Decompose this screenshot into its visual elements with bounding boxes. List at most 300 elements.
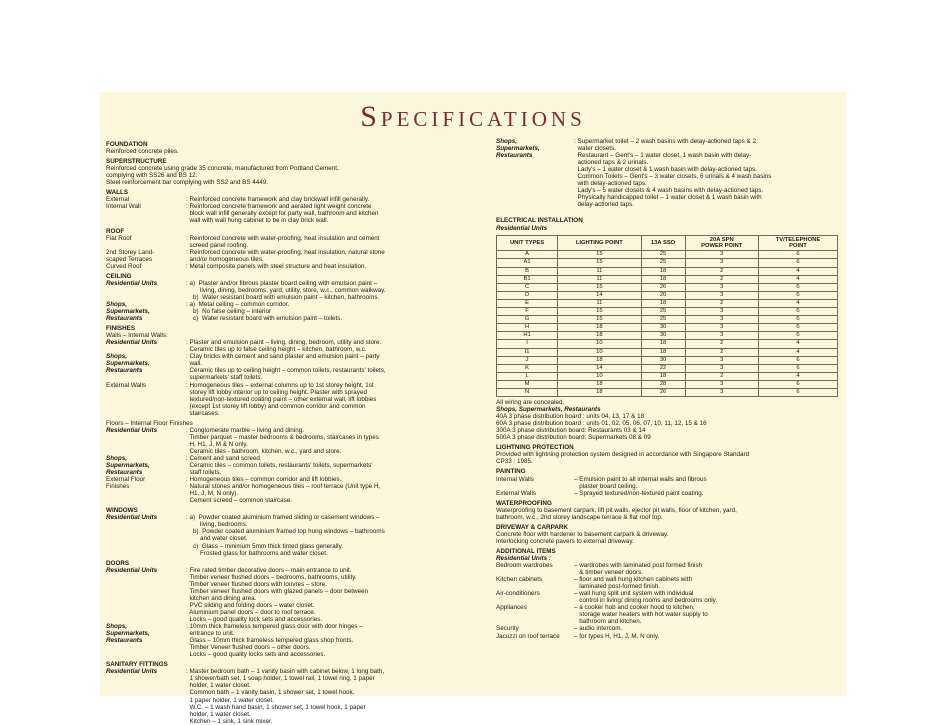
spec-label: Air-conditioners [496, 590, 540, 598]
spec-value: water closets. [574, 145, 616, 153]
spec-row [106, 382, 490, 389]
table-cell: 18 [641, 340, 685, 348]
table-cell: 2 [685, 275, 758, 283]
spec-label [106, 434, 186, 441]
table-cell: 3 [685, 324, 758, 332]
table-cell: 2 [685, 340, 758, 348]
spec-value: – wall hung split unit system with individual [574, 590, 694, 598]
spec-value: Ceramic tiles - bathroom, kitchen, w.c., yard and store. [186, 447, 342, 455]
spec-value: delay-actioned taps. [574, 201, 634, 209]
spec-value: : Conglomerate marble – living and dining. [186, 426, 304, 434]
spec-value: b) Powder coated aluminium framed top hung windows – bathrooms [186, 528, 385, 536]
spec-value: wall with wall hung cabinet to be in clay brick wall. [186, 217, 329, 225]
table-row [497, 356, 838, 364]
spec-label [106, 588, 186, 595]
table-cell: 3 [685, 356, 758, 364]
spec-row [106, 196, 490, 203]
table-cell: L [497, 372, 558, 380]
table-cell: 26 [641, 283, 685, 291]
section-heading: PAINTING [496, 468, 526, 476]
spec-label [496, 159, 574, 166]
spec-row [106, 514, 490, 521]
spec-label: Residential Units [106, 514, 158, 522]
spec-value: Locks – good quality lock sets and accessories. [186, 616, 323, 623]
spec-row [106, 644, 490, 651]
table-cell: 6 [758, 283, 837, 291]
table-cell: 4 [758, 340, 837, 348]
spec-label [496, 173, 574, 180]
spec-row [106, 410, 490, 417]
spec-value: : Master bedroom bath – 1 vanity basin with cabinet below, 1 long bath, [186, 668, 385, 676]
table-cell: 18 [641, 299, 685, 307]
table-row [497, 380, 838, 388]
spec-label [496, 618, 574, 625]
spec-value: : Reinforced concrete framework and clay brickwall infill generally. [186, 196, 370, 204]
spec-line: 60A 3 phase distribution board : units 01, 02, 05, 06, 07, 10, 11, 12, 15 & 16 [496, 420, 707, 428]
spec-label [496, 597, 574, 604]
spec-row [106, 462, 490, 469]
table-cell: 18 [558, 356, 641, 364]
table-cell: 25 [641, 251, 685, 259]
table-cell: 3 [685, 332, 758, 340]
spec-value: : Clay bricks with cement and sand plaster and emulsion paint – party [186, 353, 380, 361]
spec-value: Common Toilets – Gent's – 3 water closets, 6 urinals & 4 wash basins [574, 173, 772, 181]
spec-value: textured/non-textured coating paint – other external wall, lift lobbies [186, 395, 377, 403]
spec-row [106, 346, 490, 353]
spec-line: Walls – Internal Walls: [106, 332, 168, 340]
spec-row [106, 434, 490, 441]
spec-value: Ceramic tiles up to ceiling height – common toilets, restaurants' toilets, [186, 367, 386, 375]
spec-line: Steel reinforcement bar complying with SS2 and BS 4449. [106, 179, 269, 187]
spec-label [106, 644, 186, 651]
section-heading: ELECTRICAL INSTALLATION [496, 217, 583, 225]
table-cell: 25 [641, 316, 685, 324]
spec-label [106, 602, 186, 609]
spec-label [106, 242, 186, 249]
spec-value: storey lift lobby interior up to ceiling height. Plaster with sprayed [186, 388, 367, 396]
table-cell: I1 [497, 348, 558, 356]
spec-value: Lady's – 1 water closet & 1 wash basin with delay-actioned taps. [574, 166, 757, 174]
table-cell: 30 [641, 324, 685, 332]
spec-row [106, 469, 490, 476]
table-row [497, 332, 838, 340]
table-cell: B [497, 267, 558, 275]
spec-row [106, 497, 490, 504]
spec-row [496, 569, 842, 576]
spec-row [106, 403, 490, 410]
section-heading: DRIVEWAY & CARPARK [496, 523, 568, 531]
spec-value: : Homogeneous tiles – external columns up to 1st storey height, 1st [186, 381, 374, 389]
spec-value: living, bedrooms. [186, 521, 248, 529]
spec-value: bathroom and kitchen. [574, 618, 642, 626]
table-cell: 18 [641, 372, 685, 380]
spec-label: Residential Units [106, 668, 158, 676]
spec-value: – wardrobes with laminated post formed finish [574, 562, 703, 570]
spec-value: 1 shower/bath set, 1 soap holder, 1 towel rail, 1 towel ring, 1 paper [186, 675, 375, 683]
spec-value: & timber veneer doors. [574, 569, 643, 577]
spec-label: External [106, 196, 130, 204]
spec-label [106, 490, 186, 497]
spec-label: Supermarkets, [496, 145, 540, 153]
table-cell: D [497, 291, 558, 299]
spec-label [106, 535, 186, 542]
spec-line: 300A 3 phase distribution board: Restaurants 03 & 14 [496, 427, 646, 435]
spec-value: actioned taps & 2 urinals. [574, 159, 649, 167]
table-cell: 6 [758, 259, 837, 267]
spec-label: Residential Units [106, 279, 158, 287]
table-cell: 18 [558, 380, 641, 388]
spec-label: Residential Units [106, 339, 158, 347]
spec-label: Internal Wall [106, 203, 141, 211]
table-row [497, 388, 838, 396]
spec-label: Restaurants [496, 152, 533, 160]
table-cell: F [497, 308, 558, 316]
spec-value: living, dining, bedrooms, yard, utility, store, w.c., common walkway. [186, 286, 386, 294]
spec-label [106, 287, 186, 294]
table-cell: 4 [758, 299, 837, 307]
spec-label [106, 497, 186, 504]
spec-value: : Plaster and emulsion paint – living, dining, bedroom, utility and store. [186, 339, 382, 347]
spec-line: Reinforced concrete piles. [106, 148, 179, 156]
spec-row [496, 618, 842, 625]
spec-label [106, 595, 186, 602]
table-cell: 6 [758, 316, 837, 324]
spec-value: – for types H, H1, J, M, N only. [574, 632, 660, 640]
spec-row [106, 301, 490, 308]
spec-value: supermarkets' staff toilets. [186, 374, 263, 382]
spec-value: Frosted glass for bathrooms and water closet. [186, 549, 328, 557]
spec-row [106, 651, 490, 658]
spec-label [496, 166, 574, 173]
table-cell: 25 [641, 259, 685, 267]
spec-value: b) Water resistant board with emulsion paint – kitchen, bathrooms. [186, 293, 380, 301]
table-cell: 3 [685, 291, 758, 299]
spec-label: Bedroom wardrobes [496, 562, 553, 570]
spec-value: W.C. – 1 wash hand basin, 1 shower set, 1 towel hook, 1 paper [186, 703, 366, 711]
table-cell: 3 [685, 380, 758, 388]
table-row [497, 348, 838, 356]
table-cell: 6 [758, 388, 837, 396]
spec-row [496, 611, 842, 618]
table-cell: 3 [685, 388, 758, 396]
spec-label: External Walls [496, 489, 537, 497]
spec-label [106, 217, 186, 224]
spec-row [106, 616, 490, 623]
spec-label: Shops, [496, 138, 517, 145]
table-row [497, 251, 838, 259]
spec-value: Timber veneer flushed doors with louvres – store. [186, 580, 328, 588]
spec-label: Restaurants [106, 315, 143, 323]
spec-value: laminated post-formed finish. [574, 583, 661, 591]
column-header: LIGHTING POINT [558, 235, 641, 251]
table-cell: 4 [758, 267, 837, 275]
section-heading: ADDITIONAL ITEMS [496, 547, 556, 555]
table-cell: 18 [558, 332, 641, 340]
table-cell: 6 [758, 380, 837, 388]
spec-label [106, 410, 186, 417]
spec-label: Security [496, 625, 519, 633]
spec-label [106, 574, 186, 581]
table-cell: 22 [641, 364, 685, 372]
table-cell: 2 [685, 267, 758, 275]
spec-label: Flat Roof [106, 234, 132, 242]
table-cell: N [497, 388, 558, 396]
spec-value: : Metal composite panels with steel structure and heat insulation. [186, 262, 367, 270]
spec-row [496, 583, 842, 590]
spacer [496, 211, 842, 214]
spec-row [106, 623, 490, 630]
table-cell: 4 [758, 275, 837, 283]
spec-label [496, 583, 574, 590]
spec-row [106, 203, 490, 210]
table-cell: E [497, 299, 558, 307]
table-cell: 18 [558, 388, 641, 396]
spec-value: holder, 1 water closet. [186, 710, 251, 718]
table-cell: 2 [685, 348, 758, 356]
spec-line: complying with SS26 and BS 12. [106, 172, 198, 180]
table-row [497, 259, 838, 267]
spec-label: Curved Roof [106, 262, 142, 270]
table-row [497, 316, 838, 324]
spec-value: wall. [186, 360, 203, 368]
specifications-sheet [100, 92, 846, 725]
subheading: Residential Units [496, 224, 548, 232]
table-cell: 10 [558, 348, 641, 356]
spec-line: 40A 3 phase distribution board : units 04, 13, 17 & 18 [496, 413, 645, 421]
spec-label: External Floor [106, 476, 146, 484]
spec-row [106, 235, 490, 242]
right-column [496, 138, 842, 640]
spec-line: Provided with lightning protection system designed in accordance with Singapore Standard [496, 451, 750, 459]
spec-line: All wiring are concealed. [496, 399, 565, 407]
section-heading: LIGHTNING PROTECTION [496, 444, 574, 452]
spec-value: Kitchen – 1 sink, 1 sink mixer. [186, 717, 273, 725]
spec-row [106, 588, 490, 595]
spec-line: CP33 : 1985. [496, 458, 533, 466]
spec-label [106, 616, 186, 623]
spec-label: Kitchen cabinets [496, 576, 543, 584]
table-cell: G [497, 316, 558, 324]
spec-value: H, H1, J, M & N only. [186, 440, 248, 448]
spec-row [106, 256, 490, 263]
spec-label [106, 441, 186, 448]
spec-label [106, 521, 186, 528]
spec-line: Waterproofing to basement carpark, lift pit walls, ejector pit walls, floor of kitchen, yard, [496, 506, 737, 514]
spec-row [106, 242, 490, 249]
spec-label: Shops, [106, 623, 127, 631]
spec-value: : a) Powder coated aluminium framed sliding or casement windows – [186, 514, 380, 522]
table-cell: 11 [558, 299, 641, 307]
table-cell: 6 [758, 364, 837, 372]
table-cell: 15 [558, 308, 641, 316]
spec-value: : Homogeneous tiles – common corridor and lift lobbies. [186, 476, 342, 484]
spec-row [106, 595, 490, 602]
spec-row [106, 581, 490, 588]
spec-row [106, 718, 490, 725]
spec-value: 1 paper holder, 1 water closet. [186, 696, 274, 704]
table-cell: 30 [641, 332, 685, 340]
spec-row [496, 476, 842, 483]
subheading: Shops, Supermarkets, Restaurants [496, 406, 601, 414]
spec-row [106, 704, 490, 711]
table-cell: 15 [558, 316, 641, 324]
table-cell: 10 [558, 372, 641, 380]
table-cell: 15 [558, 283, 641, 291]
column-header: 20A SPN POWER POINT [685, 235, 758, 251]
spec-row [496, 180, 842, 187]
spec-value: Timber veneer flushed doors – bedrooms, bathrooms, utility. [186, 573, 357, 581]
spec-label [106, 704, 186, 711]
table-cell: 3 [685, 259, 758, 267]
spec-row [496, 576, 842, 583]
spec-row [496, 145, 842, 152]
spec-value: Natural stones and/or homogeneous tiles – roof terrace (Unit type H, [186, 483, 381, 491]
table-cell: 26 [641, 388, 685, 396]
spec-value: plaster board ceiling. [574, 482, 638, 490]
spec-row [496, 187, 842, 194]
spec-value: Ceramic tiles up to false ceiling height – kitchen, bathroom, w.c. [186, 346, 367, 354]
column-header: UNIT TYPES [497, 235, 558, 251]
spec-label: Internal Walls [496, 475, 534, 483]
spec-label [106, 448, 186, 455]
spec-value: kitchen and dining area. [186, 594, 257, 602]
spec-label: Restaurants [106, 367, 143, 375]
spec-line: Interlocking concrete pavers to external driveway. [496, 537, 634, 545]
page-title: Specifications [360, 100, 586, 133]
spec-label [106, 346, 186, 353]
spec-row [106, 637, 490, 644]
table-row [497, 324, 838, 332]
table-cell: 6 [758, 356, 837, 364]
spec-value: Glass – 10mm thick frameless tempered glass shop fronts. [186, 637, 354, 645]
spec-row [106, 689, 490, 696]
spec-value: c) Glass – minimum 5mm thick tinted glass generally. [186, 542, 344, 550]
spec-row [106, 287, 490, 294]
table-cell: 20 [641, 291, 685, 299]
spec-value: storage water heaters with hot water supply to [574, 611, 708, 619]
section-heading: SANITARY FITTINGS [106, 661, 168, 669]
spec-label [106, 689, 186, 696]
table-cell: 6 [758, 324, 837, 332]
section-heading: DOORS [106, 559, 130, 567]
spec-label: Supermarkets, [106, 462, 150, 470]
spec-row [496, 490, 842, 497]
spec-value: : Supermarket toilet – 2 wash basins with delay-actioned taps & 2 [574, 138, 757, 145]
spec-value: screed panel roofing. [186, 241, 249, 249]
right-bottom-section [496, 399, 842, 640]
spec-value: Lady's – 5 water closets & 4 wash basins with delay-actioned taps. [574, 187, 764, 195]
section-heading: WALLS [106, 189, 129, 197]
spec-value: Common bath – 1 vanity basin, 1 shower set, 1 towel hook, [186, 689, 355, 697]
spec-label [106, 396, 186, 403]
spec-value: holder, 1 water closet. [186, 682, 251, 690]
table-row [497, 308, 838, 316]
spec-label [106, 609, 186, 616]
spec-row [496, 159, 842, 166]
spec-label [496, 194, 574, 201]
spec-value: with delay-actioned taps. [574, 180, 647, 188]
spec-value: (except 1st storey lift lobby) and common corridor and common [186, 402, 366, 410]
table-cell: 18 [558, 324, 641, 332]
table-cell: H [497, 324, 558, 332]
table-row [497, 364, 838, 372]
spec-label: Supermarkets, [106, 630, 150, 638]
spec-row [106, 528, 490, 535]
spec-line: Floors – Internal Floor Finishes [106, 419, 193, 427]
table-cell: I [497, 340, 558, 348]
spec-label: Residential Units [106, 566, 158, 574]
spec-row [106, 476, 490, 483]
spec-row [106, 249, 490, 256]
table-cell: 6 [758, 332, 837, 340]
spec-label: Supermarkets, [106, 360, 150, 368]
table-cell: 14 [558, 291, 641, 299]
spec-label: scaped Terraces [106, 255, 153, 263]
spec-label [496, 187, 574, 194]
spec-row [106, 543, 490, 550]
spec-row [496, 625, 842, 632]
spec-row [106, 308, 490, 315]
section-heading: WINDOWS [106, 507, 138, 515]
spec-label [496, 180, 574, 187]
spec-row [496, 604, 842, 611]
spec-row [106, 483, 490, 490]
table-cell: 14 [558, 364, 641, 372]
table-row [497, 291, 838, 299]
spec-label [106, 528, 186, 535]
spec-label [106, 550, 186, 557]
spec-label [496, 569, 574, 576]
table-cell: 11 [558, 275, 641, 283]
spec-row [106, 217, 490, 224]
spec-label: Shops, [106, 454, 127, 462]
spec-row [106, 339, 490, 346]
spec-value: – Emulsion paint to all internal walls and fibrous [574, 475, 707, 483]
spec-row [106, 455, 490, 462]
spec-value: : Cement and sand screed. [186, 454, 262, 462]
spec-value: : Reinforced concrete with water-proofing, heat insulation, natural stone [186, 248, 385, 256]
spec-row [106, 396, 490, 403]
spec-value: : Reinforced concrete framework and aerated light weight concrete [186, 203, 372, 211]
spec-value: Physically handicapped toilet – 1 water closet & 1 wash basin with [574, 194, 762, 202]
table-cell: K [497, 364, 558, 372]
spec-row [496, 166, 842, 173]
spec-value: Timber veneer flushed doors with glazed panels – door between [186, 587, 369, 595]
table-cell: 30 [641, 356, 685, 364]
spec-value: : a) Metal ceiling – common corridor. [186, 300, 290, 308]
table-cell: 25 [641, 308, 685, 316]
spec-row [106, 353, 490, 360]
spec-row [106, 389, 490, 396]
spec-row [106, 374, 490, 381]
spec-label [496, 483, 574, 490]
table-cell: 4 [758, 372, 837, 380]
table-cell: 15 [558, 251, 641, 259]
spec-value: and water closet. [186, 535, 248, 543]
spec-label [106, 675, 186, 682]
spec-value: control in living/ dining rooms and bedrooms only. [574, 597, 718, 605]
spec-row [496, 562, 842, 569]
table-cell: 2 [685, 299, 758, 307]
section-heading: SUPERSTRUCTURE [106, 158, 167, 166]
table-cell: A1 [497, 259, 558, 267]
spec-line: Concrete floor with hardener to basement carpark & driveway. [496, 530, 669, 538]
spec-value: and/or homogeneous tiles. [186, 255, 264, 263]
spec-label: Shops, [106, 300, 127, 308]
spec-value: – Sprayed textured/non-textured paint coating. [574, 489, 704, 497]
spec-value: staff toilets. [186, 469, 222, 477]
table-cell: 15 [558, 259, 641, 267]
